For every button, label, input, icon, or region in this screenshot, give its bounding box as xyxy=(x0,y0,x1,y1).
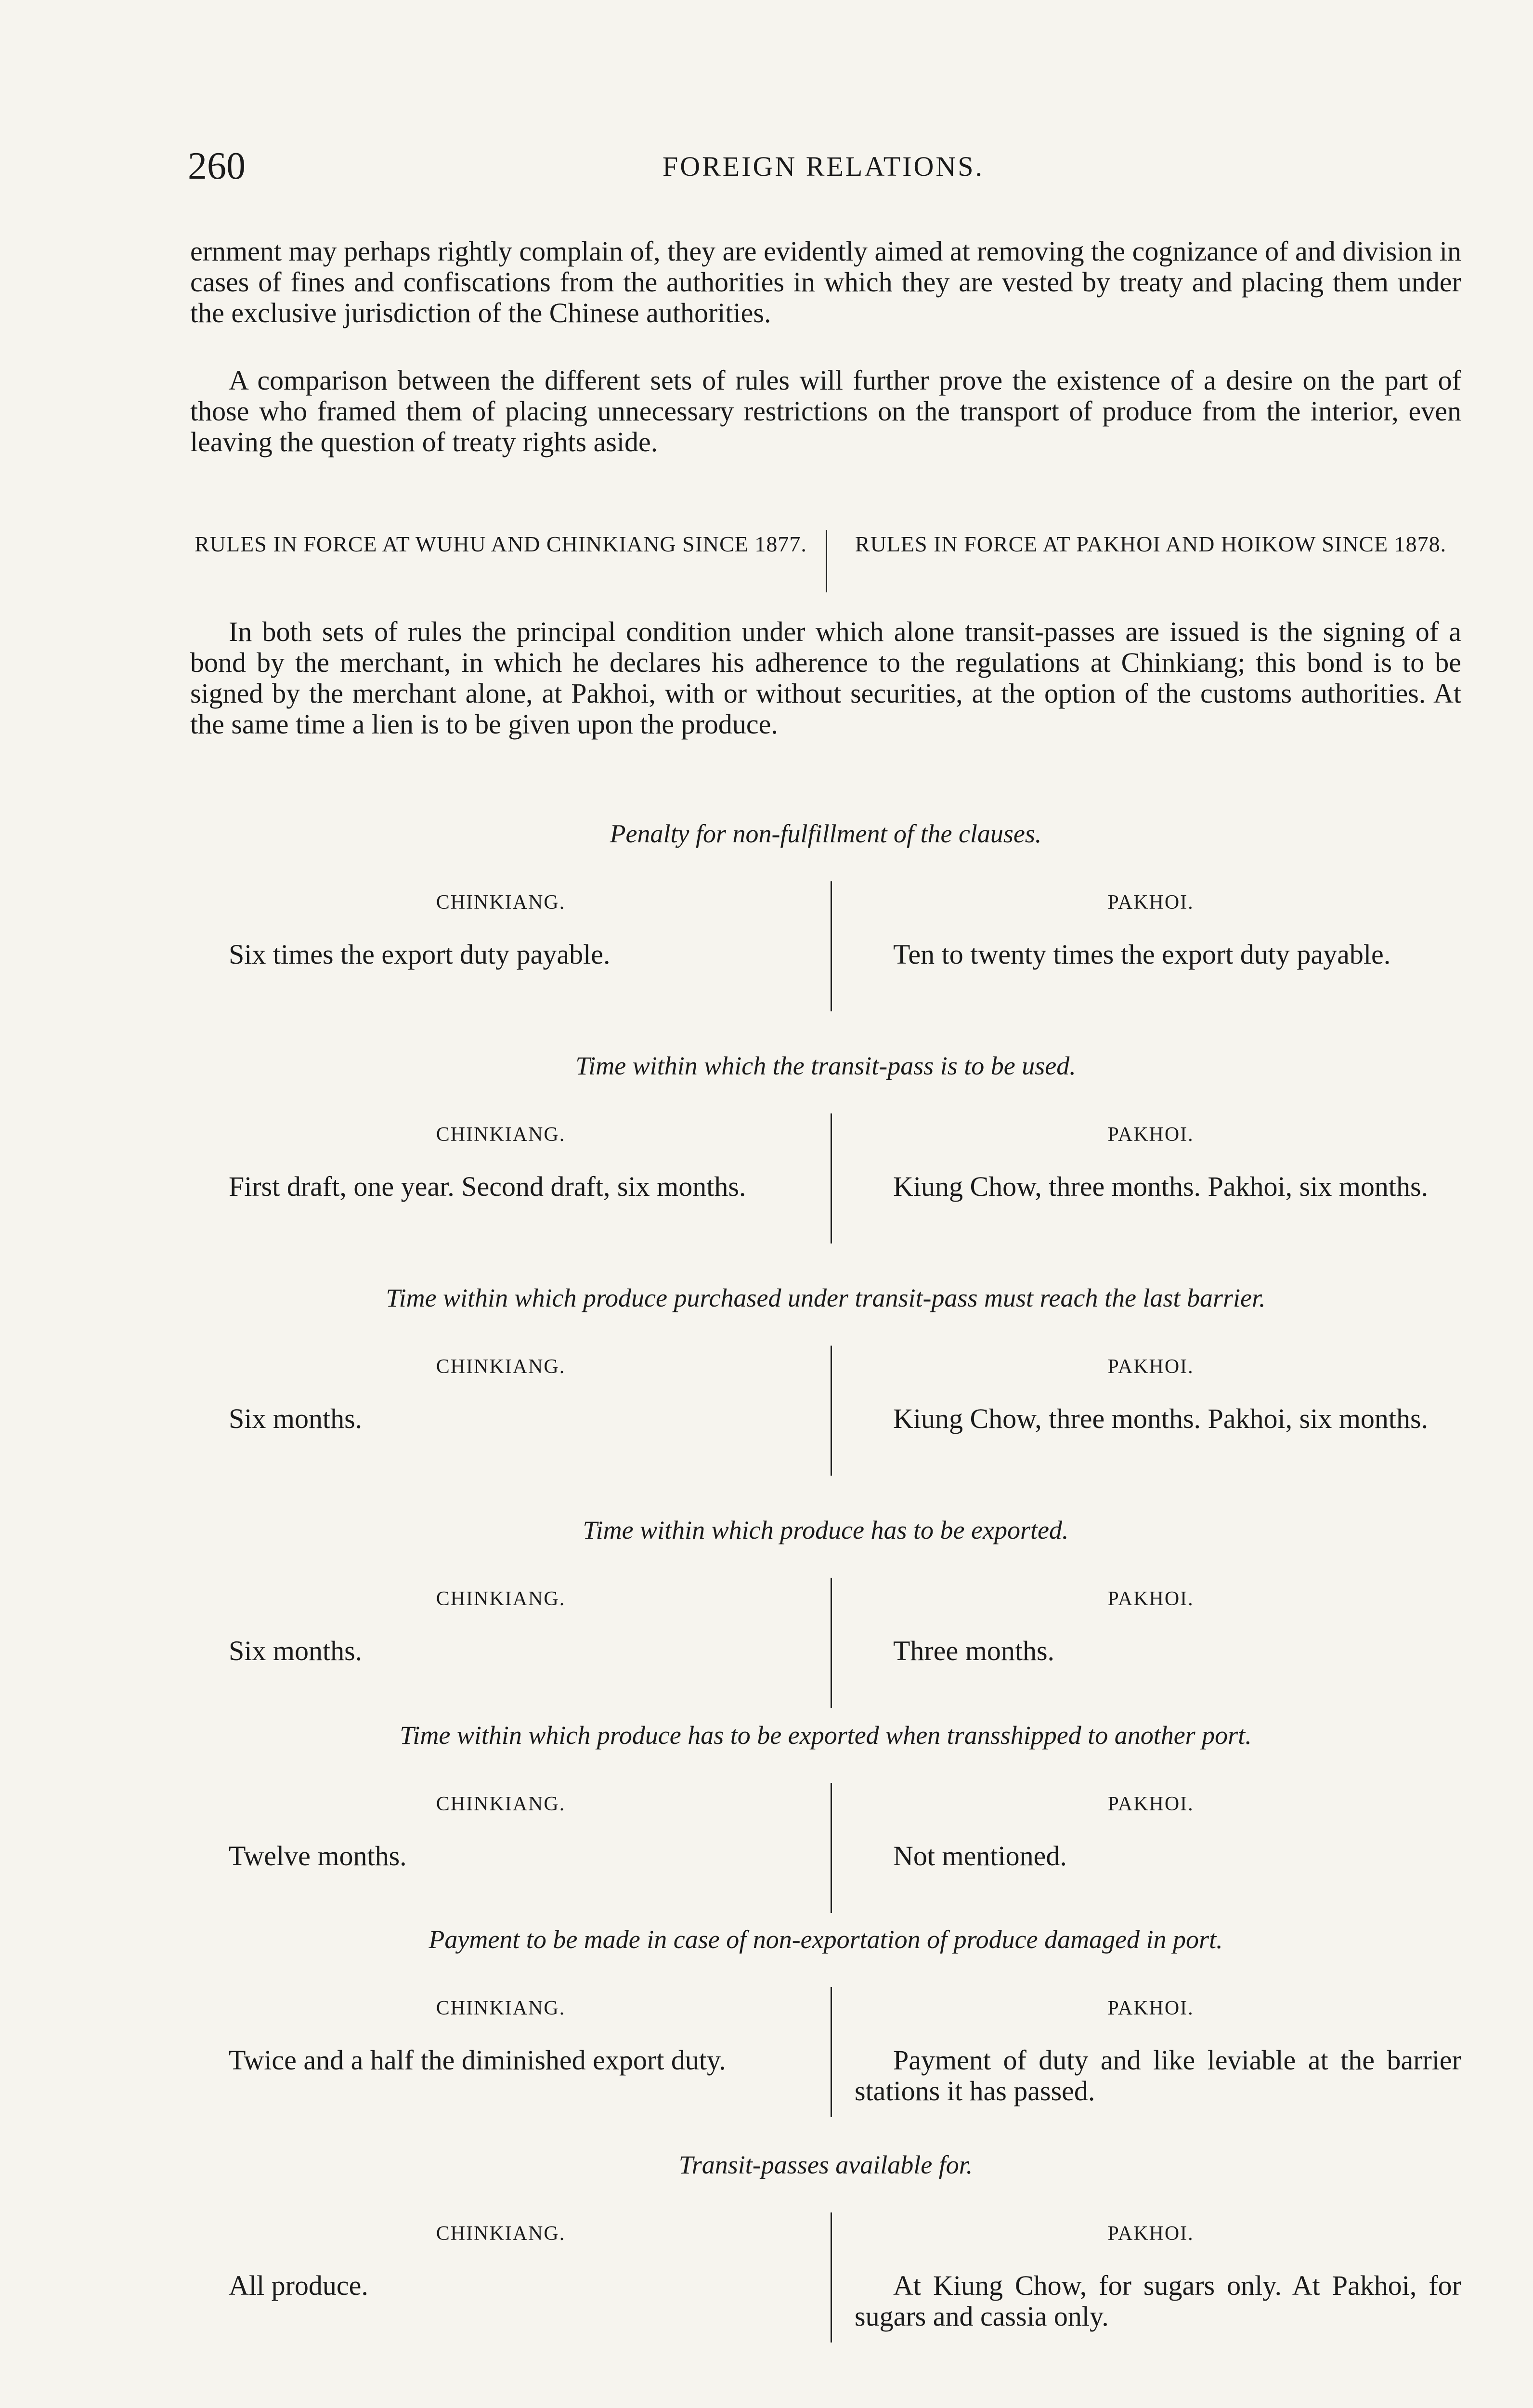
section-title: Time within which produce purchased under transit-pass must reach the last barrier. xyxy=(386,1283,1266,1312)
paragraph-bond-conditions: In both sets of rules the principal condition under which alone transit-passes are issued is the signing of a bond by the merchant, in which he declares his adherence to the regulations at Chinkiang; this bond is to be signed by the merchant alone, at Pakhoi, with or without securities, at the option of the customs authorities. At the same time a lien is to be given upon the produce. xyxy=(190,616,1461,740)
column-divider xyxy=(831,2212,832,2343)
chinkiang-text: Twelve months. xyxy=(229,1840,407,1871)
column-head-chinkiang: CHINKIANG. xyxy=(436,891,566,914)
pakhoi-text: At Kiung Chow, for sugars only. At Pakhoi, for sugars and cassia only. xyxy=(855,2270,1461,2332)
section-title: Transit-passes available for. xyxy=(678,2150,973,2179)
column-head-pakhoi: PAKHOI. xyxy=(1107,1997,1194,2019)
chinkiang-text: All produce. xyxy=(229,2270,368,2301)
column-divider xyxy=(831,881,832,1011)
pakhoi-text: Payment of duty and like leviable at the barrier stations it has passed. xyxy=(855,2044,1461,2107)
column-head-chinkiang: CHINKIANG. xyxy=(436,1588,566,1610)
column-divider xyxy=(831,1783,832,1913)
column-head-chinkiang: CHINKIANG. xyxy=(436,2223,566,2245)
section-title: Time within which produce has to be exported when transshipped to another port. xyxy=(400,1721,1252,1750)
column-head-chinkiang: CHINKIANG. xyxy=(436,1997,566,2019)
section-title: Penalty for non-fulfillment of the clauses. xyxy=(610,819,1042,848)
pakhoi-text: Ten to twenty times the export duty payable. xyxy=(893,939,1391,970)
rules-heading-wuhu-chinkiang: RULES IN FORCE AT WUHU AND CHINKIANG SINCE 1877. xyxy=(195,532,807,556)
column-divider xyxy=(826,530,827,592)
column-head-chinkiang: CHINKIANG. xyxy=(436,1356,566,1378)
pakhoi-text: Kiung Chow, three months. Pakhoi, six months. xyxy=(893,1403,1429,1434)
rules-heading-pakhoi-hoikow: RULES IN FORCE AT PAKHOI AND HOIKOW SINCE 1878. xyxy=(855,532,1447,556)
chinkiang-text: Six times the export duty payable. xyxy=(229,939,611,970)
page-header xyxy=(188,144,1459,197)
section-title: Time within which produce has to be exported. xyxy=(583,1516,1069,1544)
column-divider xyxy=(831,1987,832,2117)
section-title: Time within which the transit-pass is to be used. xyxy=(575,1051,1076,1080)
paragraph-comparison: A comparison between the different sets of rules will further prove the existence of a desire on the part of those who framed them of placing unnecessary restrictions on the transport of produce from the interior, even leaving the question of treaty rights aside. xyxy=(190,365,1461,458)
column-head-pakhoi: PAKHOI. xyxy=(1107,891,1194,914)
column-head-pakhoi: PAKHOI. xyxy=(1107,1124,1194,1146)
column-head-chinkiang: CHINKIANG. xyxy=(436,1793,566,1815)
running-head: FOREIGN RELATIONS. xyxy=(662,151,985,182)
column-head-pakhoi: PAKHOI. xyxy=(1107,2223,1194,2245)
chinkiang-text: Twice and a half the diminished export duty. xyxy=(229,2044,726,2076)
pakhoi-text: Not mentioned. xyxy=(893,1840,1067,1871)
pakhoi-text: Kiung Chow, three months. Pakhoi, six months. xyxy=(893,1171,1429,1202)
column-divider xyxy=(831,1578,832,1708)
section-title: Payment to be made in case of non-exportation of produce damaged in port. xyxy=(429,1925,1223,1954)
column-head-chinkiang: CHINKIANG. xyxy=(436,1124,566,1146)
rules-heading-row xyxy=(190,530,1461,597)
paragraph-continuation: ernment may perhaps rightly complain of, they are evidently aimed at removing the cognizance of and division in cases of fines and confiscations from the authorities in which they are vested by treaty and placing them under the exclusive jurisdiction of the Chinese authorities. xyxy=(190,236,1461,328)
column-divider xyxy=(831,1113,832,1243)
chinkiang-text: Six months. xyxy=(229,1635,363,1666)
column-head-pakhoi: PAKHOI. xyxy=(1107,1356,1194,1378)
page-number: 260 xyxy=(188,145,246,187)
pakhoi-text: Three months. xyxy=(893,1635,1055,1666)
column-head-pakhoi: PAKHOI. xyxy=(1107,1588,1194,1610)
column-head-pakhoi: PAKHOI. xyxy=(1107,1793,1194,1815)
chinkiang-text: First draft, one year. Second draft, six months. xyxy=(229,1171,746,1202)
column-divider xyxy=(831,1346,832,1476)
chinkiang-text: Six months. xyxy=(229,1403,363,1434)
